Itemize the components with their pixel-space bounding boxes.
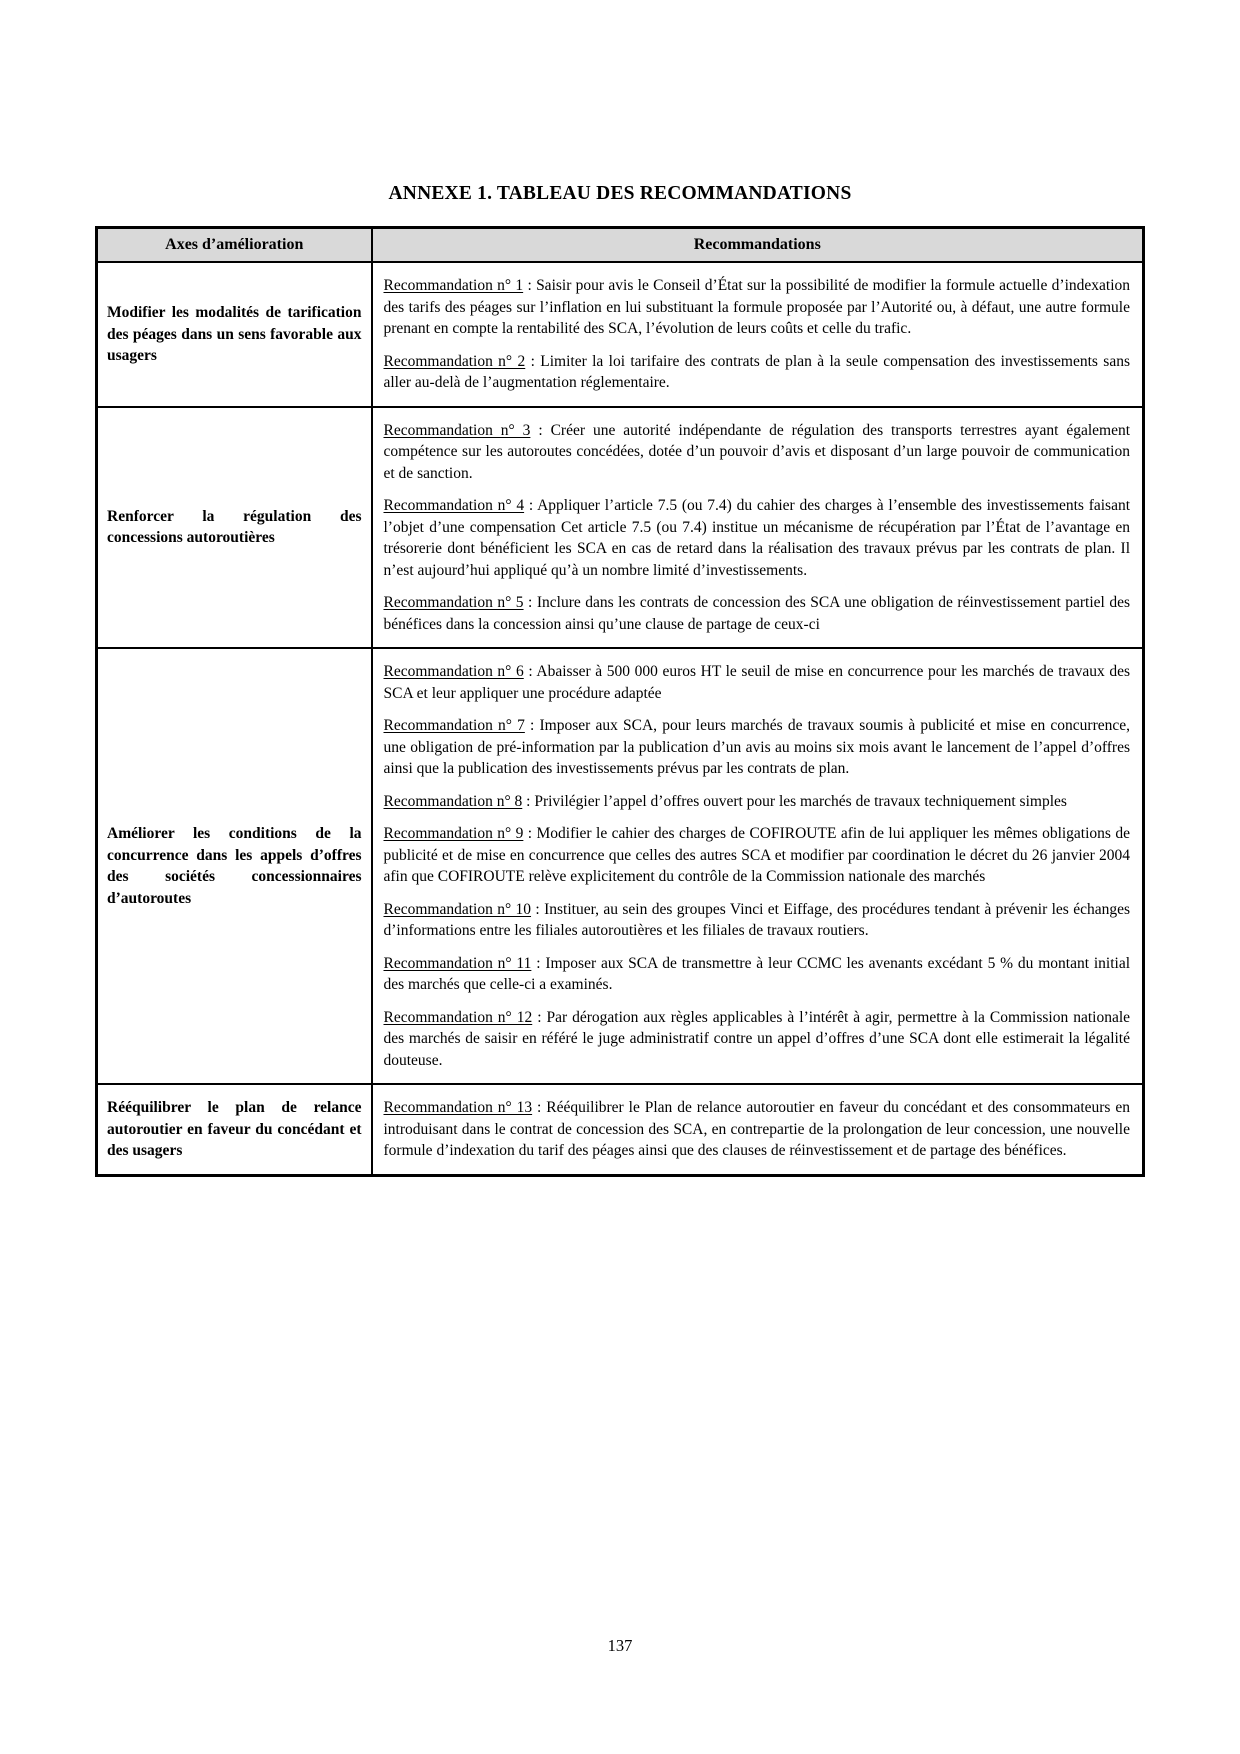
axis-text: Modifier les modalités de tarification des péages dans un sens favorable aux usagers [107,304,362,364]
recommendation-label: Recommandation n° 6 [383,663,524,680]
recommendation-text: Privilégier l’appel d’offres ouvert pour les marchés de travaux techniquement simples [534,792,1067,810]
recommendation-text: Créer une autorité indépendante de régulation des transports terrestres ayant également compétence sur les autoroutes concédées, dotée d’un pouvoir d’avis et disposant d’un large pouvoir de communication et de sanction. [383,421,1131,482]
recommendation-text: Modifier le cahier des charges de COFIROUTE afin de lui appliquer les mêmes obligations de publicité et de mise en concurrence que celles des autres SCA et modifier par coordination le décret du 26 janvier 2004 afin que COFIROUTE relève explicitement du contrôle de la Commission nationale des marchés [383,825,1130,885]
recommendation-label: Recommandation n° 5 [383,594,524,611]
axis-cell [97,407,372,649]
recommendation-separator: : [525,352,541,370]
recommendation-separator: : [531,900,545,918]
axis-cell [97,648,372,1084]
recommendation-label: Recommandation n° 3 [383,421,531,439]
recommendation-paragraph [384,351,1131,394]
page-number: 137 [607,1636,633,1655]
recommendation-paragraph [384,420,1131,485]
recommendation-label: Recommandation n° 11 [383,954,532,972]
recommendation-separator: : [523,277,537,294]
table-row [97,407,1144,649]
recommendation-text: Inclure dans les contrats de concession des SCA une obligation de réinvestissement partiel des bénéfices dans la concession ainsi qu’une clause de partage de ceux-ci [383,594,1131,633]
recommendation-separator: : [522,792,535,810]
recommendation-paragraph [384,899,1131,942]
recommendation-paragraph [384,715,1131,780]
table-body [97,262,1144,1175]
recommendation-separator: : [524,497,538,514]
recommendation-paragraph [384,592,1131,635]
recommendation-paragraph [384,275,1131,340]
recommendation-text: Rééquilibrer le Plan de relance autoroutier en faveur du concédant et des consommateurs en introduisant dans le contrat de concession des SCA, en contrepartie de la prolongation de leur concession, une nouvelle formule d’indexation du tarif des péages ainsi que des clauses de réinvestissement et de partage des bénéfices. [383,1099,1130,1159]
axis-text: Renforcer la régulation des concessions autoroutières [107,507,362,547]
recommendation-label: Recommandation n° 7 [383,717,525,734]
recommendation-text: Limiter la loi tarifaire des contrats de plan à la seule compensation des investissements sans aller au-delà de l’augmentation réglementaire. [383,352,1131,391]
recommendation-label: Recommandation n° 4 [383,497,525,514]
recommendations-cell [372,648,1144,1084]
recommendation-paragraph [384,1007,1131,1072]
recommendation-separator: : [523,663,537,680]
recommendation-text: Saisir pour avis le Conseil d’État sur la possibilité de modifier la formule actuelle d’indexation des tarifs des péages sur l’inflation en lui substituant la formule proposée par l’Autorité ou, à défaut, une autre formule prenant en compte la rentabilité des SCA, l’évolution de leurs coûts et celle du trafic. [383,277,1131,337]
recommendation-text: Par dérogation aux règles applicables à l’intérêt à agir, permettre à la Commission nationale des marchés de saisir en référé le juge administratif contre un appel d’offres d’une SCA dont elle estimerait la légalité douteuse. [383,1008,1131,1069]
recommendation-paragraph [384,495,1131,581]
recommendations-cell [372,407,1144,649]
recommendation-separator: : [532,1008,547,1026]
recommendation-text: Instituer, au sein des groupes Vinci et Eiffage, des procédures tendant à prévenir les échanges d’informations entre les filiales autoroutières et les filiales de travaux routiers. [383,900,1131,939]
recommendation-paragraph [384,953,1131,996]
recommendation-paragraph [384,791,1131,813]
table-row [97,648,1144,1084]
recommendation-separator: : [530,421,551,439]
recommendation-separator: : [523,825,537,842]
recommendation-text: Imposer aux SCA de transmettre à leur CCMC les avenants excédant 5 % du montant initial des marchés que celle-ci a examinés. [383,954,1130,993]
axis-cell [97,262,372,407]
column-header-recommandations: Recommandations [372,228,1144,263]
recommendations-cell [372,1084,1144,1175]
recommendation-label: Recommandation n° 1 [383,277,524,294]
header-row [97,228,1144,263]
axis-text: Améliorer les conditions de la concurrence dans les appels d’offres des sociétés concessionnaires d’autoroutes [107,825,362,907]
recommendations-cell [372,262,1144,407]
recommendation-label: Recommandation n° 12 [383,1008,533,1026]
axis-text: Rééquilibrer le plan de relance autoroutier en faveur du concédant et des usagers [107,1099,362,1159]
recommendation-label: Recommandation n° 8 [383,792,523,810]
recommendation-paragraph [384,1097,1131,1162]
column-header-axes: Axes d’amélioration [97,228,372,263]
axis-cell [97,1084,372,1175]
recommendation-text: Appliquer l’article 7.5 (ou 7.4) du cahier des charges à l’ensemble des investissements faisant l’objet d’une compensation Cet article 7.5 (ou 7.4) institue un mécanisme de récupération par l’État de l’avantage en trésorerie dont bénéficient les SCA en cas de retard dans la réalisation des travaux prévus par les contrats de plan. Il n’est aujourd’hui appliqué qu’à un nombre limité d’investissements. [383,497,1131,579]
recommendation-label: Recommandation n° 9 [383,825,524,842]
recommendation-separator: : [531,954,546,972]
recommendations-table [95,226,1145,1177]
recommendation-text: Imposer aux SCA, pour leurs marchés de travaux soumis à publicité et mise en concurrence, une obligation de pré-information par la publication d’un avis au moins six mois avant le lancement de l’appel d’offres ainsi que la publication des investissements prévus par les contrats de plan. [383,717,1130,777]
recommendation-separator: : [532,1099,547,1116]
recommendation-paragraph [384,823,1131,888]
recommendation-label: Recommandation n° 2 [383,352,526,370]
recommendation-label: Recommandation n° 10 [383,900,532,918]
recommendation-separator: : [524,717,540,734]
recommendation-label: Recommandation n° 13 [383,1099,533,1116]
recommendation-text: Abaisser à 500 000 euros HT le seuil de mise en concurrence pour les marchés de travaux des SCA et leur appliquer une procédure adaptée [383,663,1131,702]
recommendation-separator: : [523,594,537,611]
table-header [97,228,1144,263]
table-row [97,1084,1144,1175]
page-title: ANNEXE 1. TABLEAU DES RECOMMANDATIONS [388,183,852,204]
table-row [97,262,1144,407]
recommendation-paragraph [384,661,1131,704]
